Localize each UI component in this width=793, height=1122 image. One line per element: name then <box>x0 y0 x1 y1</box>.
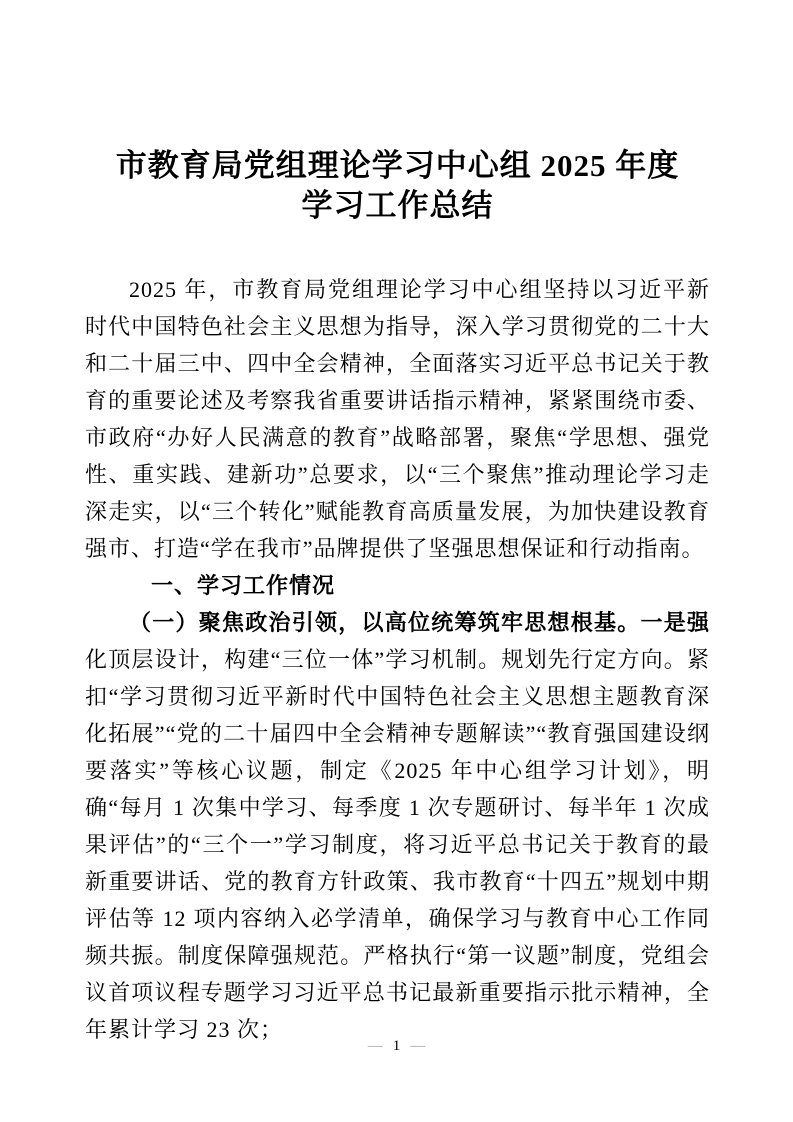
title-line-2: 学习工作总结 <box>301 188 494 223</box>
bold-text-run: 一、学习工作情况 <box>151 573 336 598</box>
text-run: 2025 年，市教育局党组理论学习中心组坚持以习近平新时代中国特色社会主义思想为指导，深入学习贯彻党的二十大和二十届三中、四中全会精神，全面落实习近平总书记关于教育的重要论述及考察我省重要讲话指示精神，紧紧围绕市委、市政府“办好人民满意的教育”战略部署，聚焦“学思想、强党性、重实践、建新功”总要求，以“三个聚焦”推动理论学习走深走实，以“三个转化”赋能教育高质量发展，为加快建设教育强市、打造“学在我市”品牌提供了坚强思想保证和行动指南。 <box>85 277 710 561</box>
section-heading <box>85 567 710 604</box>
body-paragraph <box>85 604 710 1048</box>
title-line-1: 市教育局党组理论学习中心组 2025 年度 <box>115 148 680 183</box>
body-paragraph <box>85 271 710 567</box>
text-run: 化顶层设计，构建“三位一体”学习机制。规划先行定方向。紧扣“学习贯彻习近平新时代中国特色社会主义思想主题教育深化拓展”“党的二十届四中全会精神专题解读”“教育强国建设纲要落实”等核心议题，制定《2025 年中心组学习计划》，明确“每月 1 次集中学习、每季度 1 次专题研讨、每半年 1 次成果评估”的“三个一”学习制度，将习近平总书记关于教育的最新重要讲话、党的教育方针政策、我市教育“十四五”规划中期评估等 12 项内容纳入必学清单，确保学习与教育中心工作同频共振。制度保障强规范。严格执行“第一议题”制度，党组会议首项议程专题学习习近平总书记最新重要指示批示精神，全年累计学习 23 次； <box>85 647 710 1042</box>
footer-dash-left: — <box>367 1038 383 1054</box>
page-footer <box>0 1036 793 1056</box>
document-content <box>85 146 710 1048</box>
document-title <box>85 146 710 226</box>
footer-dash-right: — <box>410 1038 426 1054</box>
document-body <box>85 271 710 1048</box>
bold-text-run: （一）聚焦政治引领，以高位统筹筑牢思想根基。一是强 <box>129 610 710 635</box>
page-number: 1 <box>392 1038 401 1054</box>
